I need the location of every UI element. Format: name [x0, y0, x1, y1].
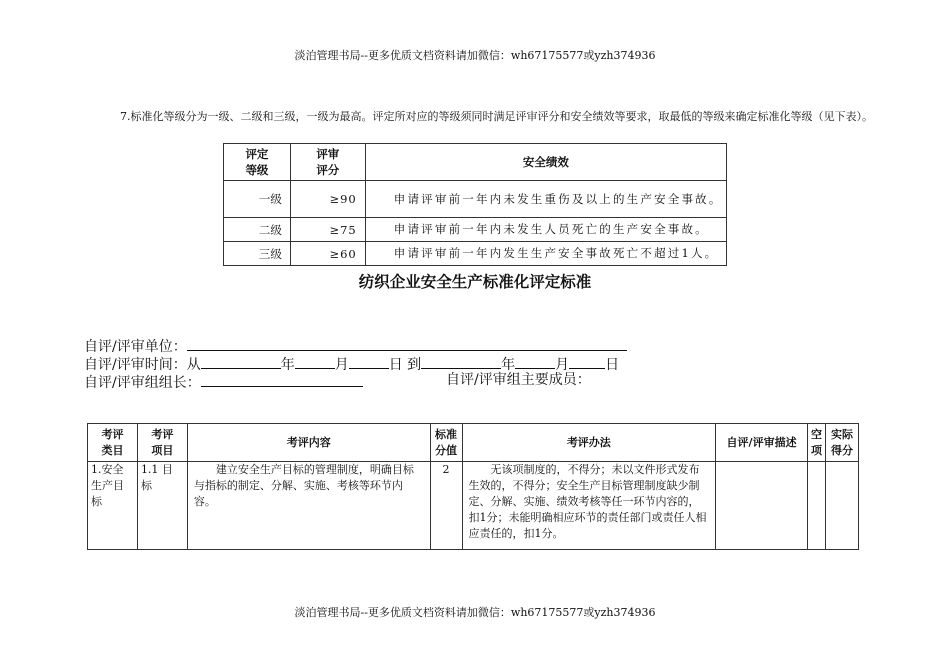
- standard-score-cell: 2: [430, 462, 462, 550]
- grade-cell: 一级: [224, 181, 291, 218]
- score-header: 评审 评分: [290, 144, 365, 181]
- unit-blank[interactable]: [187, 335, 627, 351]
- intro-paragraph: 7.标准化等级分为一级、二级和三级，一级为最高。评定所对应的等级须同时满足评审评分和安全绩效等要求，取最低的等级来确定标准化等级（见下表）。: [120, 110, 873, 123]
- actual-score-header: 实际 得分: [825, 424, 858, 462]
- from-month-blank[interactable]: [295, 353, 335, 369]
- members-label: 自评/评审组主要成员：: [446, 372, 591, 388]
- table-row: [88, 462, 859, 550]
- table-row: [224, 218, 727, 242]
- description-header: 自评/评审描述: [716, 424, 808, 462]
- description-cell[interactable]: [716, 462, 808, 550]
- item-cell: 1.1 目标: [137, 462, 187, 550]
- grade-cell: 二级: [224, 218, 291, 242]
- content-header: 考评内容: [187, 424, 430, 462]
- page-footer: 淡泊管理书局--更多优质文档资料请加微信：wh67175577或yzh374936: [294, 606, 656, 619]
- table-row: [224, 181, 727, 218]
- actual-score-cell[interactable]: [825, 462, 858, 550]
- content-cell: 建立安全生产目标的管理制度，明确目标与指标的制定、分解、实施、考核等环节内容。: [187, 462, 430, 550]
- time-label: 自评/评审时间：从: [84, 357, 201, 373]
- empty-item-header: 空 项: [808, 424, 826, 462]
- leader-line: [84, 371, 363, 392]
- to-year-blank[interactable]: [421, 353, 501, 369]
- to-day-blank[interactable]: [569, 353, 605, 369]
- method-cell: 无该项制度的，不得分；未以文件形式发布生效的，不得分；安全生产目标管理制度缺少制定、分解、实施、绩效考核等任一环节内容的，扣1分；未能明确相应环节的责任部门或责任人相应责任的，扣1分。: [462, 462, 716, 550]
- from-day-blank[interactable]: [349, 353, 389, 369]
- table-row: [224, 242, 727, 266]
- page-header: 淡泊管理书局--更多优质文档资料请加微信：wh67175577或yzh374936: [294, 49, 656, 62]
- time-line: 自评/评审时间：从 年 月 日 到 年 月 日: [84, 353, 619, 374]
- to-label: 到: [407, 357, 422, 373]
- evaluation-table: [87, 423, 859, 550]
- to-month-blank[interactable]: [515, 353, 555, 369]
- standard-score-header: 标准 分值: [430, 424, 462, 462]
- grade-table-header: [224, 144, 727, 181]
- leader-label: 自评/评审组组长：: [84, 375, 201, 391]
- leader-blank[interactable]: [201, 371, 363, 387]
- performance-header: 安全绩效: [365, 144, 726, 181]
- score-cell: ≥90: [290, 181, 365, 218]
- from-year-blank[interactable]: [201, 353, 281, 369]
- category-header: 考评 类目: [88, 424, 138, 462]
- grade-header: 评定 等级: [224, 144, 291, 181]
- members-line: [446, 371, 591, 389]
- performance-cell: 申请评审前一年内发生生产安全事故死亡不超过1人。: [365, 242, 726, 266]
- grade-table: [223, 143, 727, 266]
- grade-cell: 三级: [224, 242, 291, 266]
- method-header: 考评办法: [462, 424, 716, 462]
- score-cell: ≥60: [290, 242, 365, 266]
- empty-item-cell[interactable]: [808, 462, 826, 550]
- performance-cell: 申请评审前一年内未发生人员死亡的生产安全事故。: [365, 218, 726, 242]
- item-header: 考评 项目: [137, 424, 187, 462]
- evaluation-table-header: [88, 424, 859, 462]
- document-title: 纺织企业安全生产标准化评定标准: [358, 273, 592, 291]
- category-cell: 1.安全生产目标: [88, 462, 138, 550]
- performance-cell: 申请评审前一年内未发生重伤及以上的生产安全事故。: [365, 181, 726, 218]
- score-cell: ≥75: [290, 218, 365, 242]
- unit-label: 自评/评审单位：: [84, 339, 187, 355]
